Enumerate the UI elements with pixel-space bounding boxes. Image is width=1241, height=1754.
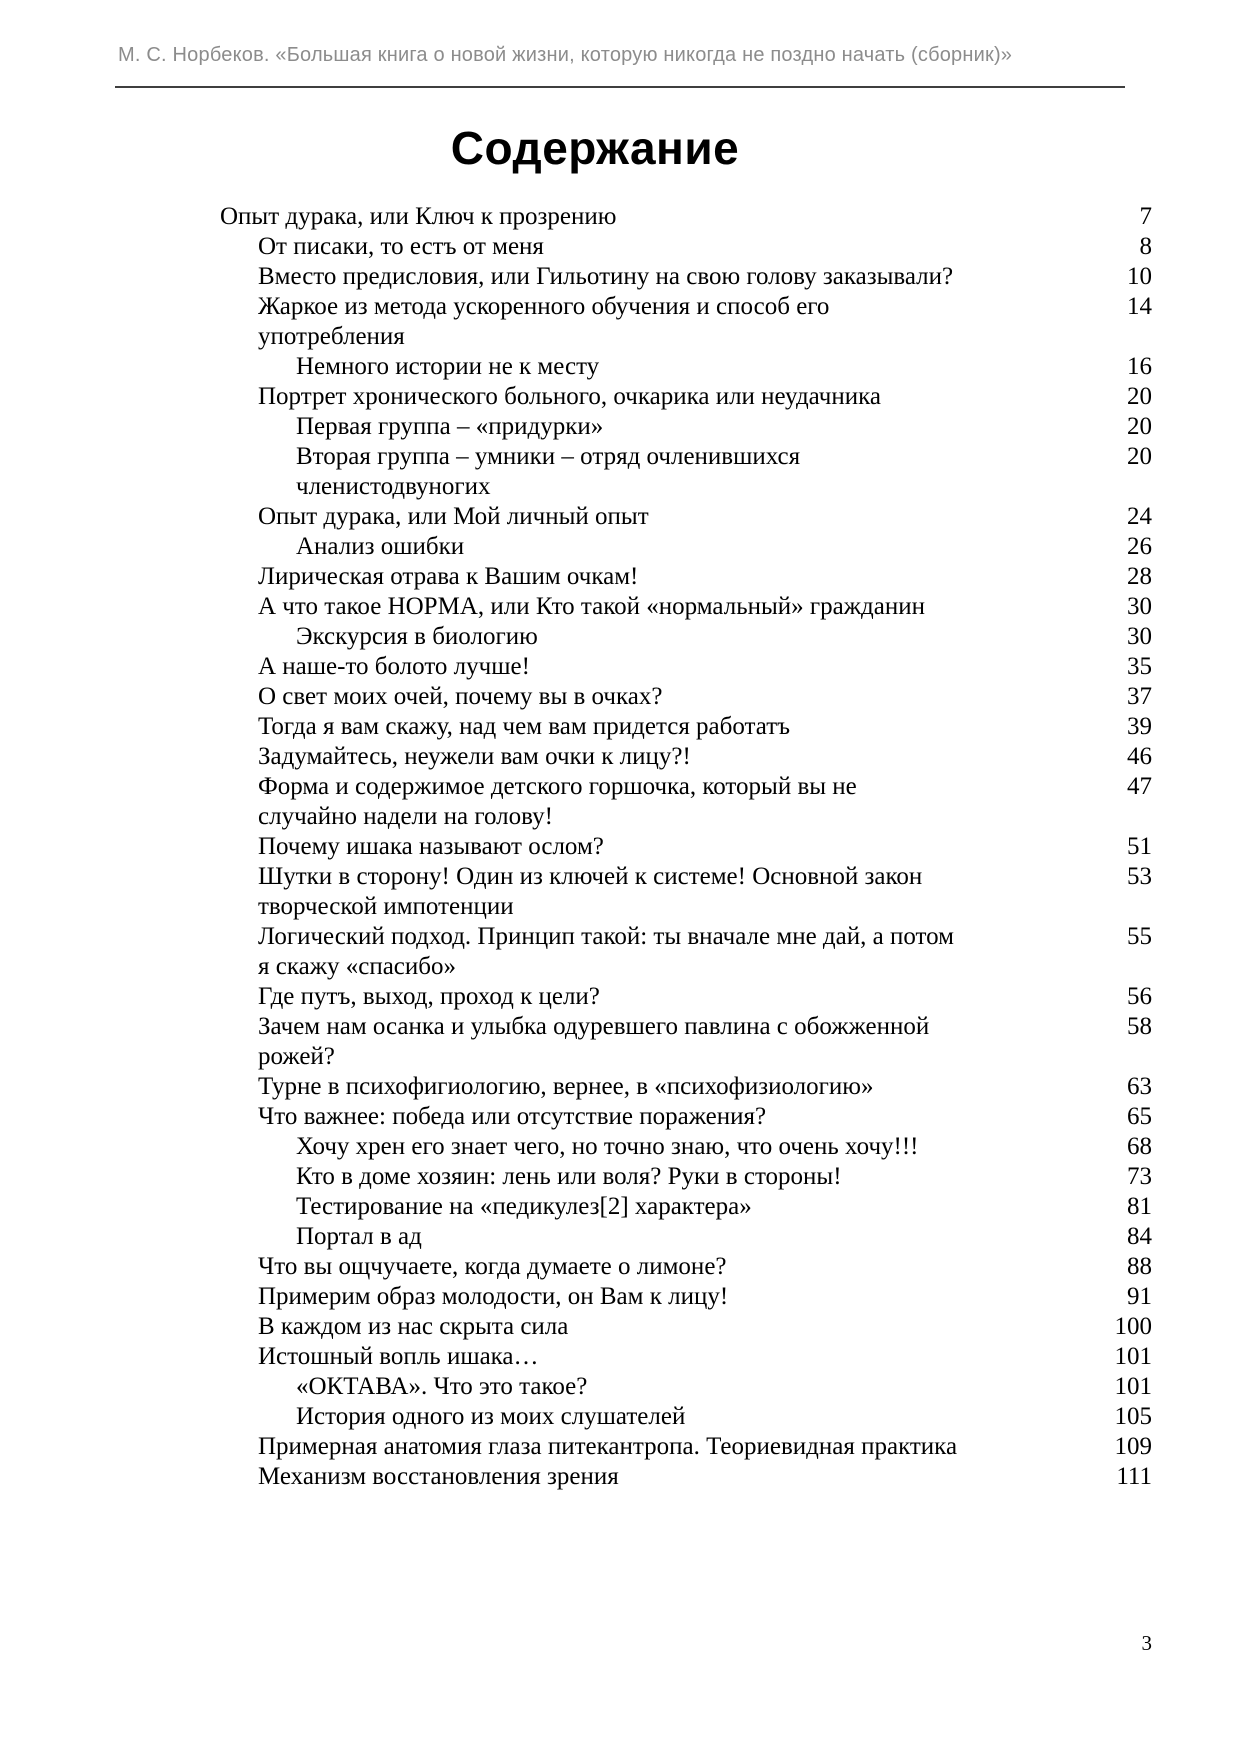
toc-entry-title: Хочу хрен его знает чего, но точно знаю, что очень хочу!!! — [296, 1133, 919, 1160]
toc-entry-title: Вторая группа – умники – отряд очленившихся членистодвуногих — [296, 443, 801, 500]
toc-entry-title: Примерная анатомия глаза питекантропа. Теориевидная практика — [258, 1433, 958, 1460]
toc-entry — [220, 1462, 1152, 1492]
toc-entry-page: 8 — [1139, 233, 1152, 260]
toc-entry — [220, 1402, 1152, 1432]
toc-entry-page: 30 — [1127, 623, 1152, 650]
toc-entry — [220, 352, 1152, 382]
page-title: Содержание — [450, 122, 740, 174]
toc-entry-title: Тогда я вам скажу, над чем вам придется работатъ — [258, 713, 791, 740]
toc-entry-title: От писаки, то естъ от меня — [258, 233, 544, 260]
toc-entry-page: 111 — [1116, 1463, 1152, 1490]
toc-entry-title: Портрет хронического больного, очкарика или неудачника — [258, 383, 881, 410]
toc-entry — [220, 1372, 1152, 1402]
toc-entry — [220, 232, 1152, 262]
toc-entry-title: Экскурсия в биологию — [296, 623, 538, 650]
toc-entry-title: Немного истории не к месту — [296, 353, 600, 380]
toc-entry-title: Опыт дурака, или Мой личный опыт — [258, 503, 649, 530]
toc-entry — [220, 1312, 1152, 1342]
toc-entry-title: Что вы ощчучаете, когда думаете о лимоне? — [258, 1253, 727, 1280]
toc-entry — [220, 982, 1152, 1012]
toc-entry-title: Жаркое из метода ускоренного обучения и способ его употребления — [258, 293, 830, 350]
toc-entry-page: 53 — [1127, 863, 1152, 890]
toc-entry-title: Опыт дурака, или Ключ к прозрению — [220, 203, 617, 230]
toc-entry-page: 20 — [1127, 443, 1152, 470]
toc-entry-title: О свет моих очей, почему вы в очках? — [258, 683, 663, 710]
toc-entry-title: А что такое НОРМА, или Кто такой «нормальный» гражданин — [258, 593, 925, 620]
toc-entry-page: 63 — [1127, 1073, 1152, 1100]
toc-entry-page: 20 — [1127, 413, 1152, 440]
toc-entry-title: Вместо предисловия, или Гильотину на свою голову заказывали? — [258, 263, 954, 290]
toc-entry-title: Тестирование на «педикулез[2] характера» — [296, 1193, 752, 1220]
toc-entry — [220, 742, 1152, 772]
toc-entry — [220, 562, 1152, 592]
toc-entry — [220, 532, 1152, 562]
footer-page-number: 3 — [1141, 1631, 1152, 1655]
toc-entry — [220, 502, 1152, 532]
toc-entry — [220, 622, 1152, 652]
toc-entry — [220, 1282, 1152, 1312]
toc-entry-page: 68 — [1127, 1133, 1152, 1160]
toc-entry-page: 30 — [1127, 593, 1152, 620]
toc-entry — [220, 1342, 1152, 1372]
toc-entry — [220, 1432, 1152, 1462]
toc-entry-title: Примерим образ молодости, он Вам к лицу! — [258, 1283, 729, 1310]
toc-entry-page: 16 — [1127, 353, 1152, 380]
toc-entry — [220, 922, 1152, 982]
toc-entry — [220, 262, 1152, 292]
toc-entry — [220, 382, 1152, 412]
toc-entry-title: Механизм восстановления зрения — [258, 1463, 619, 1490]
toc-entry — [220, 1012, 1152, 1072]
toc-entry — [220, 292, 1152, 352]
toc-entry-page: 46 — [1127, 743, 1152, 770]
toc-entry-title: Шутки в сторону! Один из ключей к системе! Основной закон творческой импотенции — [258, 863, 923, 920]
toc-entry-page: 10 — [1127, 263, 1152, 290]
toc-entry-title: Лирическая отрава к Вашим очкам! — [258, 563, 639, 590]
toc-entry-page: 100 — [1114, 1313, 1152, 1340]
toc-entry — [220, 202, 1152, 232]
toc-entry-page: 47 — [1127, 773, 1152, 800]
toc-entry-page: 88 — [1127, 1253, 1152, 1280]
toc-entry-page: 20 — [1127, 383, 1152, 410]
toc-entry-page: 35 — [1127, 653, 1152, 680]
toc-entry — [220, 682, 1152, 712]
toc-entry-page: 7 — [1139, 203, 1152, 230]
header-rule — [115, 86, 1125, 88]
toc-entry-page: 65 — [1127, 1103, 1152, 1130]
toc-entry — [220, 832, 1152, 862]
toc-entry — [220, 1102, 1152, 1132]
toc-entry — [220, 1252, 1152, 1282]
toc-entry-title: Первая группа – «придурки» — [296, 413, 604, 440]
toc-entry — [220, 1192, 1152, 1222]
toc-entry-page: 51 — [1127, 833, 1152, 860]
toc-entry — [220, 772, 1152, 832]
toc-entry — [220, 1132, 1152, 1162]
toc-entry-title: Логический подход. Принцип такой: ты вначале мне дай, а потом я скажу «спасибо» — [258, 923, 954, 980]
toc-entry — [220, 1072, 1152, 1102]
toc-entry-title: Турне в психофигиологию, вернее, в «психофизиологию» — [258, 1073, 874, 1100]
toc-entry-page: 105 — [1114, 1403, 1152, 1430]
toc-entry-page: 39 — [1127, 713, 1152, 740]
toc-entry-page: 109 — [1114, 1433, 1152, 1460]
toc-entry-title: Где путъ, выход, проход к цели? — [258, 983, 600, 1010]
toc-entry-page: 58 — [1127, 1013, 1152, 1040]
toc-entry — [220, 412, 1152, 442]
toc-entry-title: Задумайтесь, неужели вам очки к лицу?! — [258, 743, 691, 770]
toc-entry-page: 14 — [1127, 293, 1152, 320]
toc-entry-page: 101 — [1114, 1373, 1152, 1400]
toc-entry — [220, 1222, 1152, 1252]
toc-entry-title: «ОКТАВА». Что это такое? — [296, 1373, 588, 1400]
toc-entry-page: 84 — [1127, 1223, 1152, 1250]
toc-entry-title: А наше-то болото лучше! — [258, 653, 530, 680]
toc-entry-title: Зачем нам осанка и улыбка одуревшего павлина с обожженной рожей? — [258, 1013, 930, 1070]
toc-entry — [220, 652, 1152, 682]
toc-entry — [220, 712, 1152, 742]
toc-entry-page: 37 — [1127, 683, 1152, 710]
toc-entry-page: 101 — [1114, 1343, 1152, 1370]
toc-entry-page: 26 — [1127, 533, 1152, 560]
toc-entry-page: 55 — [1127, 923, 1152, 950]
toc-entry-page: 91 — [1127, 1283, 1152, 1310]
toc-entry-title: Форма и содержимое детского горшочка, который вы не случайно надели на голову! — [258, 773, 857, 830]
toc-entry-page: 28 — [1127, 563, 1152, 590]
toc-entry-title: В каждом из нас скрыта сила — [258, 1313, 569, 1340]
toc-entry-page: 24 — [1127, 503, 1152, 530]
toc-list — [220, 202, 1152, 1492]
toc-entry-title: Портал в ад — [296, 1223, 422, 1250]
toc-entry — [220, 862, 1152, 922]
toc-entry-title: Почему ишака называют ослом? — [258, 833, 604, 860]
toc-entry-title: Что важнее: победа или отсутствие поражения? — [258, 1103, 767, 1130]
toc-entry-page: 73 — [1127, 1163, 1152, 1190]
toc-entry-title: Кто в доме хозяин: лень или воля? Руки в стороны! — [296, 1163, 842, 1190]
running-header: М. С. Норбеков. «Большая книга о новой жизни, которую никогда не поздно начать (сборник)» — [118, 44, 1013, 66]
toc-entry — [220, 592, 1152, 622]
toc-entry-title: Истошный вопль ишака… — [258, 1343, 539, 1370]
toc-entry-title: Анализ ошибки — [296, 533, 465, 560]
toc-entry — [220, 442, 1152, 502]
toc-entry-page: 56 — [1127, 983, 1152, 1010]
toc-entry-title: История одного из моих слушателей — [296, 1403, 686, 1430]
toc-entry — [220, 1162, 1152, 1192]
toc-entry-page: 81 — [1127, 1193, 1152, 1220]
